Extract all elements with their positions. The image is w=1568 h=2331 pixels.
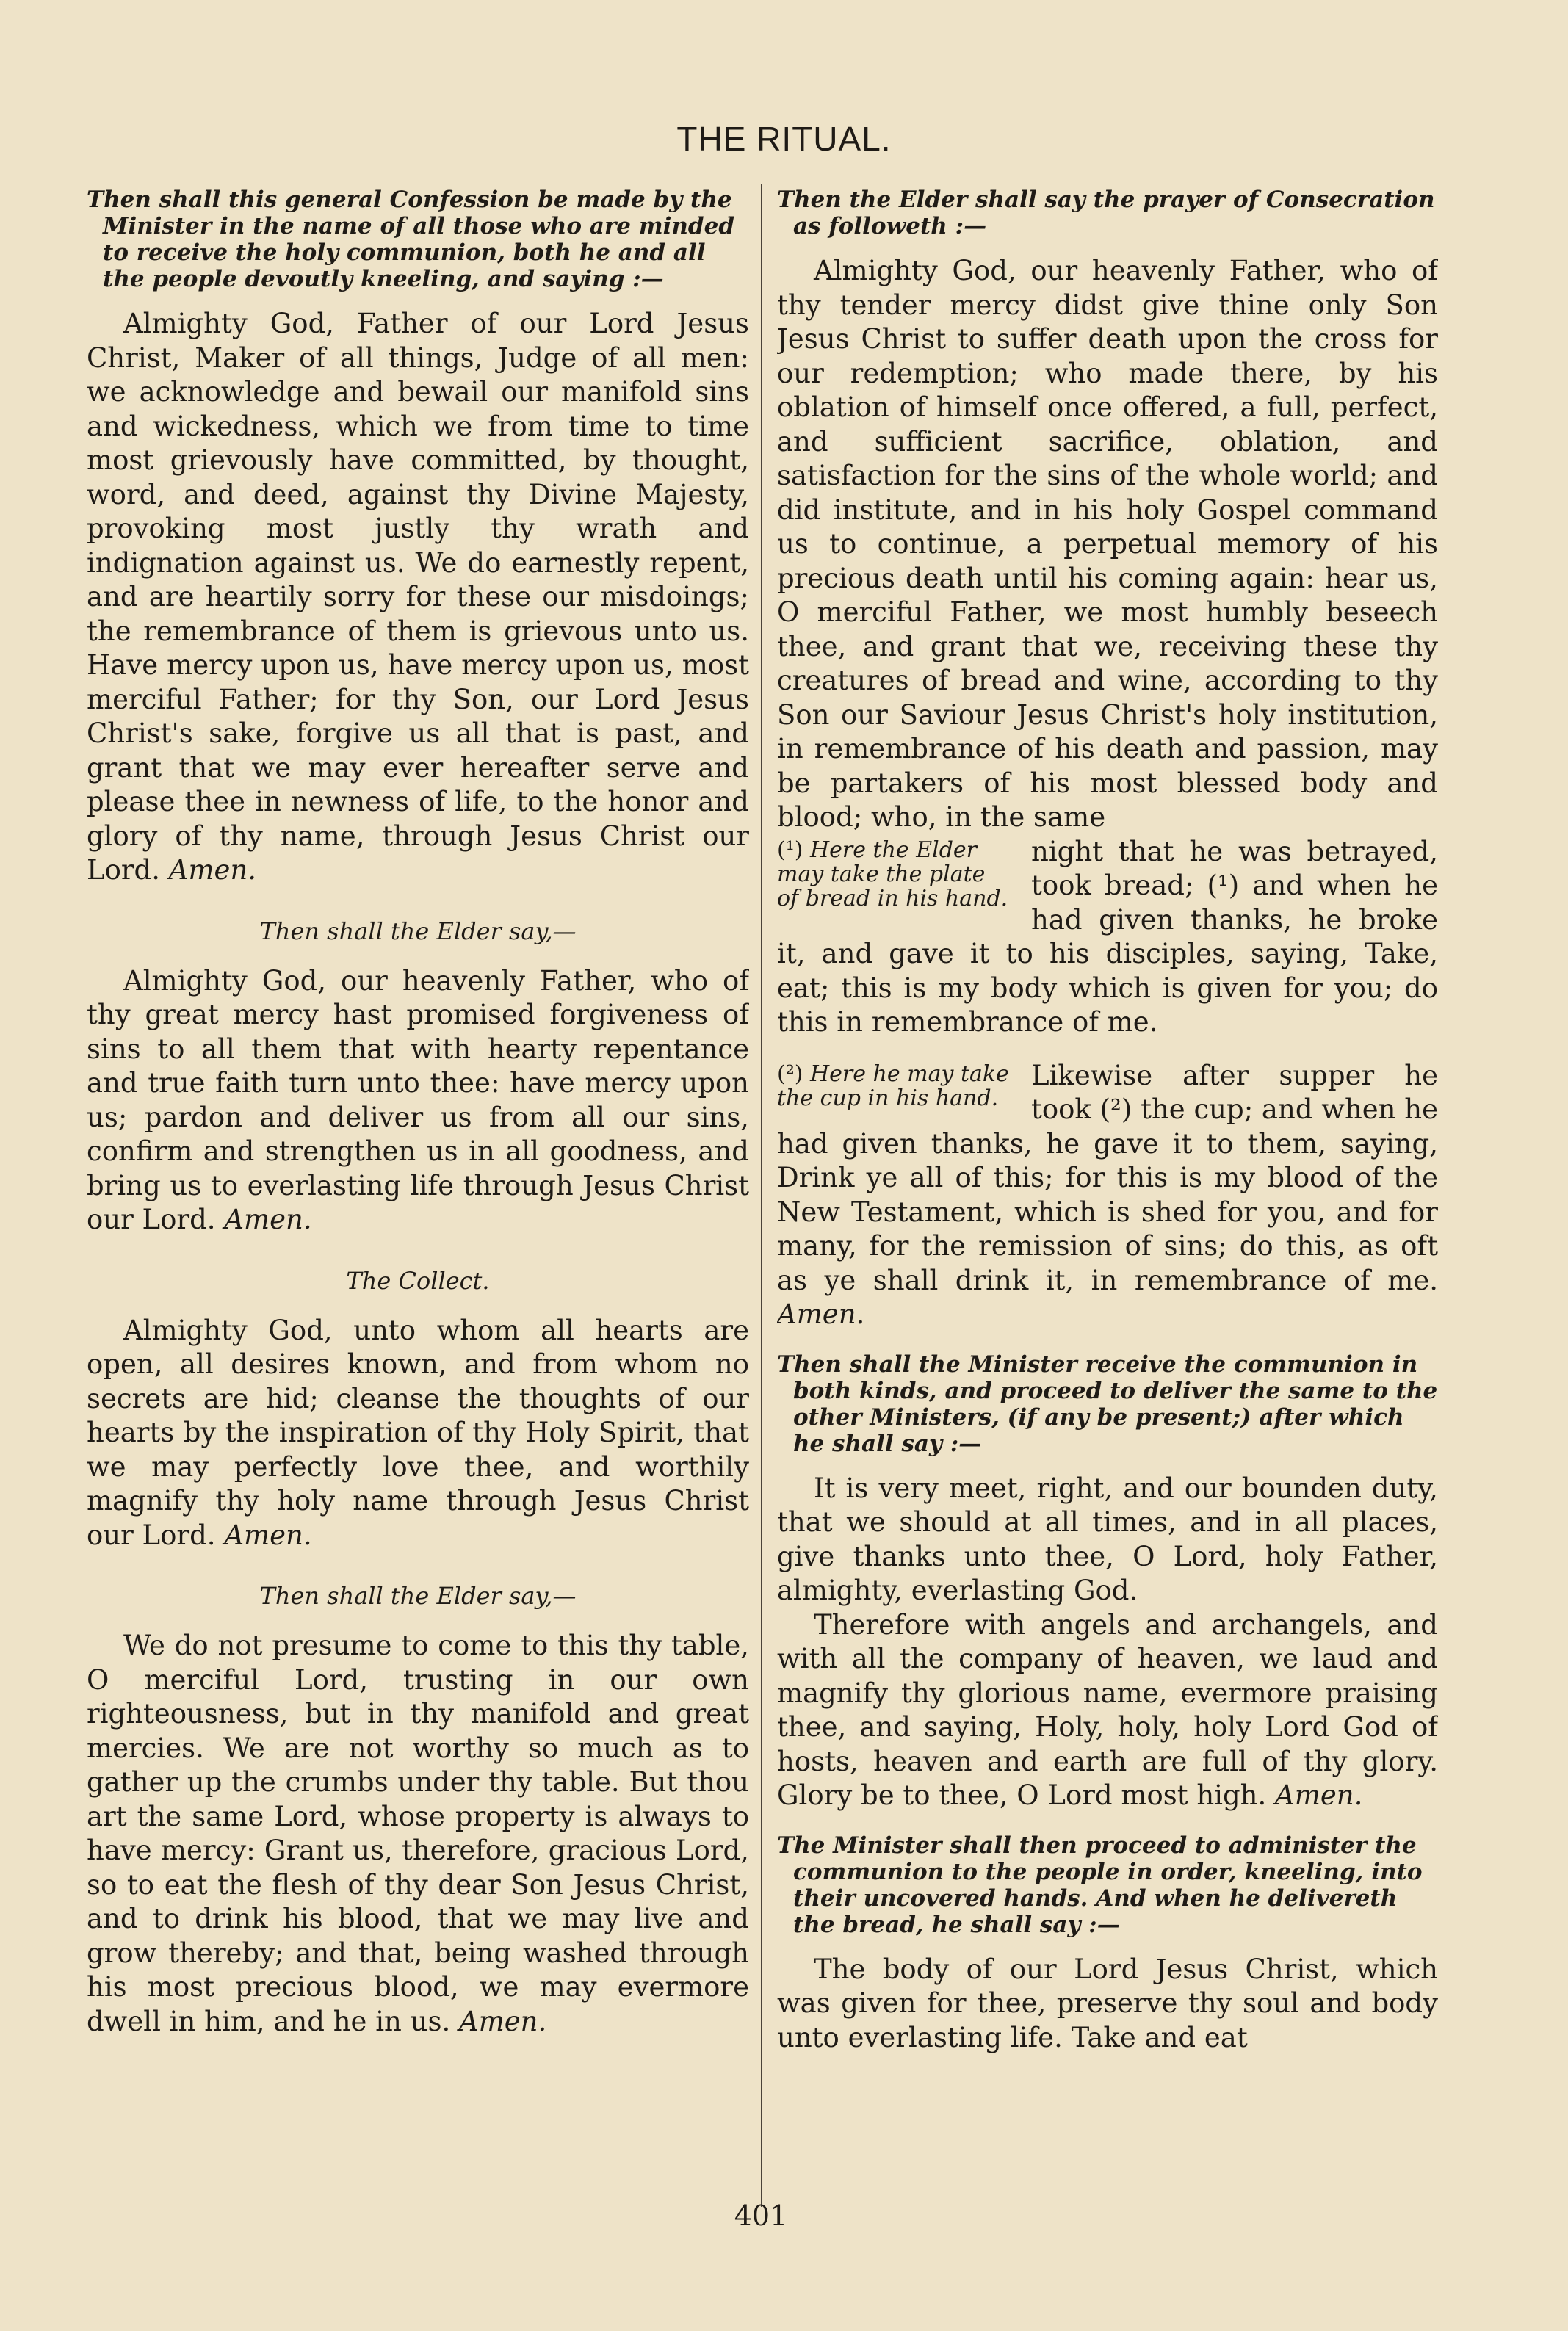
margin-note-1: [777, 838, 1014, 911]
heading-collect: The Collect.: [346, 1266, 490, 1295]
consecration-amen: Amen.: [777, 1298, 865, 1330]
absolution-text: Almighty God, our heavenly Father, who of thy great mercy hast promised forgiveness of sins to all them that with hearty repentance and true faith turn unto thee: have mercy upon us; pardon and deliver us from all our sins, confirm and strengthen us in all goodness, and bring us to everlasting life through Jesus Christ our Lord.: [87, 964, 749, 1235]
proper-preface: It is very meet, right, and our bounden duty, that we should at all times, and in all places, give thanks unto thee, O Lord, holy Father, almighty, everlasting God.: [777, 1472, 1438, 1606]
humble-access-text: We do not presume to come to this thy table, O merciful Lord, trusting in our own righteousness, but in thy manifold and great mercies. We are not worthy so much as to gather up the crumbs under thy table. But thou art the same Lord, whose property is always to have mercy: Grant us, therefore, gracious Lord, so to eat the flesh of thy dear Son Jesus Christ, and to drink his blood, that we may live and grow thereby; and that, being washed through his most precious blood, we may evermore dwell in him, and he in us.: [87, 1630, 749, 2037]
note-2-text: Here he may take the cup in his hand.: [777, 1060, 1009, 1111]
note-1-number: (¹): [777, 836, 803, 863]
words-of-delivery: The body of our Lord Jesus Christ, which was given for thee, preserve thy soul and body unto everlasting life. Take and eat: [777, 1953, 1438, 2053]
consecration-part-1: Almighty God, our heavenly Father, who of thy tender mercy didst give thine only Son Jesus Christ to suffer death upon the cross for our redemption; who made there, by his oblation of himself once offered, a full, perfect, and sufficient sacrifice, oblation, and satisfaction for the sins of the whole world; and did institute, and in his holy Gospel command us to continue, a perpetual memory of his precious death until his coming again: hear us, O merciful Father, we most humbly beseech thee, and grant that we, receiving these thy creatures of bread and wine, according to thy Son our Saviour Jesus Christ's holy institution, in remembrance of his death and passion, may be partakers of his most blessed body and blood; who, in the same: [777, 255, 1438, 833]
collect-text: Almighty God, unto whom all hearts are open, all desires known, and from whom no secrets are hid; cleanse the thoughts of our hearts by the inspiration of thy Holy Spirit, that we may perfectly love thee, and worthily magnify thy holy name through Jesus Christ our Lord.: [87, 1314, 749, 1551]
heading-elder-say-2: Then shall the Elder say,—: [259, 1582, 577, 1610]
humble-access-amen: Amen.: [458, 2005, 547, 2037]
consecration-part-2: night that he was betrayed, took bread; (¹) and when he had given thanks, he broke it, and gave it to his disciples, saying, Take, eat; this is my body which is given for you; do this in remembrance of me.: [777, 835, 1438, 1038]
general-confession: [87, 307, 749, 888]
page-title: THE RITUAL.: [676, 120, 892, 158]
consecration-3-text: Likewise after supper he took (²) the cup; and when he had given thanks, he gave it to them, saying, Drink ye all of this; for this is my blood of the New Testament, which is shed for you, and for many, for the remission of sins; do this, as oft as ye shall drink it, in remembrance of me.: [777, 1059, 1438, 1296]
note-1-text: Here the Elder may take the plate of bread in his hand.: [777, 836, 1008, 911]
note-2-number: (²): [777, 1060, 803, 1087]
rubric-minister-receive: Then shall the Minister receive the communion in both kinds, and proceed to deliver the same to the other Ministers, (if any be present;) after which he shall say :—: [777, 1351, 1438, 1457]
rubric-confession: Then shall this general Confession be made by the Minister in the name of all those who are minded to receive the holy communion, both he and all the people devoutly kneeling, and saying :—: [87, 187, 735, 292]
heading-elder-say-1: Then shall the Elder say,—: [259, 917, 577, 945]
prayer-humble-access: [87, 1629, 749, 2039]
rubric-consecration: Then the Elder shall say the prayer of Consecration as followeth :—: [777, 187, 1435, 239]
page-number: 401: [734, 2200, 788, 2232]
right-column: [777, 187, 1438, 2074]
collect: [87, 1314, 749, 1553]
absolution-amen: Amen.: [224, 1204, 312, 1235]
sanctus: [777, 1608, 1438, 1813]
column-divider: [761, 184, 762, 2207]
collect-amen: Amen.: [224, 1519, 312, 1551]
rubric-administer: The Minister shall then proceed to administer the communion to the people in order, kneeling, into their uncovered hands. And when he delivereth the bread, he shall say :—: [777, 1832, 1423, 1938]
margin-note-2: [777, 1062, 1014, 1110]
confession-amen: Amen.: [168, 854, 257, 886]
sanctus-amen: Amen.: [1275, 1779, 1363, 1811]
absolution: [87, 964, 749, 1237]
confession-text: Almighty God, Father of our Lord Jesus Christ, Maker of all things, Judge of all men: we acknowledge and bewail our manifold sins and wickedness, which we from time to time most grievously have committed, by thought, word, and deed, against thy Divine Majesty, provoking most justly thy wrath and indignation against us. We do earnestly repent, and are heartily sorry for these our misdoings; the remembrance of them is grievous unto us. Have mercy upon us, have mercy upon us, most merciful Father; for thy Son, our Lord Jesus Christ's sake, forgive us all that is past, and grant that we may ever hereafter serve and please thee in newness of life, to the honor and glory of thy name, through Jesus Christ our Lord.: [87, 308, 749, 886]
left-column: [87, 187, 749, 2058]
sanctus-text: Therefore with angels and archangels, and with all the company of heaven, we laud and magnify thy glorious name, evermore praising thee, and saying, Holy, holy, holy Lord God of hosts, heaven and earth are full of thy glory. Glory be to thee, O Lord most high.: [777, 1608, 1438, 1811]
